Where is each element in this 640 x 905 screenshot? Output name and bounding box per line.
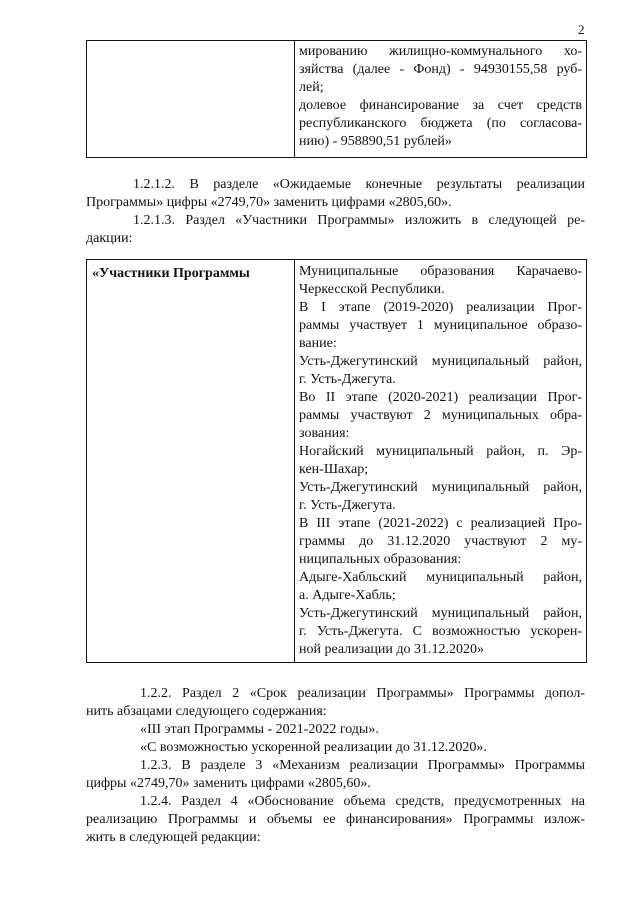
participants-line: граммы до 31.12.2020 участвуют 2 му- bbox=[299, 534, 582, 549]
funding-line: нию) - 958890,51 рублей» bbox=[299, 134, 452, 149]
paragraph-124-line: жить в следующей редакции: bbox=[86, 830, 261, 845]
participants-line: ной реализации до 31.12.2020» bbox=[299, 642, 485, 657]
participants-line: Усть-Джегутинский муниципальный район, bbox=[299, 354, 582, 369]
participants-line: кен-Шахар; bbox=[299, 462, 369, 477]
participants-line: Усть-Джегутинский муниципальный район, bbox=[299, 480, 582, 495]
participants-line: г. Усть-Джегута. bbox=[299, 372, 396, 387]
funding-line: республиканского бюджета (по согласова- bbox=[299, 116, 582, 131]
paragraph-1213-line: 1.2.1.3. Раздел «Участники Программы» изложить в следующей ре- bbox=[133, 213, 585, 228]
funding-line: мированию жилищно-коммунального хо- bbox=[299, 44, 582, 59]
page-number: 2 bbox=[578, 22, 585, 37]
funding-line: лей; bbox=[299, 80, 324, 95]
participants-title: «Участники Программы bbox=[92, 266, 250, 281]
quote-stage-3: «III этап Программы - 2021-2022 годы». bbox=[140, 722, 379, 737]
paragraph-1213-line: дакции: bbox=[86, 231, 133, 246]
participants-line: В III этапе (2021-2022) с реализацией Про- bbox=[299, 516, 582, 531]
participants-line: Усть-Джегутинский муниципальный район, bbox=[299, 606, 582, 621]
paragraph-123-line: 1.2.3. В разделе 3 «Механизм реализации Программы» Программы bbox=[140, 758, 585, 773]
participants-line: раммы участвует 1 муниципальное образо- bbox=[299, 318, 582, 333]
participants-line: а. Адыге-Хабль; bbox=[299, 588, 396, 603]
participants-line: вание: bbox=[299, 336, 337, 351]
participants-table bbox=[86, 259, 587, 663]
participants-line: ниципальных образования: bbox=[299, 552, 462, 567]
paragraph-122-line: 1.2.2. Раздел 2 «Срок реализации Программы» Программы допол- bbox=[140, 686, 585, 701]
participants-line: г. Усть-Джегута. bbox=[299, 498, 396, 513]
participants-line: Муниципальные образования Карачаево- bbox=[299, 264, 582, 279]
participants-line: раммы участвуют 2 муниципальных обра- bbox=[299, 408, 582, 423]
participants-line: Черкесской Республики. bbox=[299, 282, 445, 297]
funding-table-empty-cell bbox=[87, 41, 295, 157]
paragraph-1212-line: Программы» цифры «2749,70» заменить цифрами «2805,60». bbox=[86, 195, 452, 210]
paragraph-1212-line: 1.2.1.2. В разделе «Ожидаемые конечные результаты реализации bbox=[133, 177, 585, 192]
funding-line: долевое финансирование за счет средств bbox=[299, 98, 582, 113]
paragraph-124-line: реализацию Программы и объемы ее финансирования» Программы излож- bbox=[86, 812, 585, 827]
participants-line: В I этапе (2019-2020) реализации Прог- bbox=[299, 300, 582, 315]
participants-line: зования: bbox=[299, 426, 350, 441]
paragraph-123-line: цифры «2749,70» заменить цифрами «2805,60». bbox=[86, 776, 371, 791]
participants-line: Адыге-Хабльский муниципальный район, bbox=[299, 570, 582, 585]
participants-line: Во II этапе (2020-2021) реализации Прог- bbox=[299, 390, 582, 405]
participants-title-cell bbox=[87, 260, 295, 662]
participants-line: г. Усть-Джегута. С возможностью ускорен- bbox=[299, 624, 582, 639]
paragraph-124-line: 1.2.4. Раздел 4 «Обоснование объема средств, предусмотренных на bbox=[140, 794, 585, 809]
funding-line: зяйства (далее - Фонд) - 94930155,58 руб- bbox=[299, 62, 582, 77]
funding-table bbox=[86, 40, 587, 158]
quote-accelerated: «С возможностью ускоренной реализации до 31.12.2020». bbox=[140, 740, 487, 755]
paragraph-122-line: нить абзацами следующего содержания: bbox=[86, 704, 327, 719]
participants-line: Ногайский муниципальный район, п. Эр- bbox=[299, 444, 582, 459]
